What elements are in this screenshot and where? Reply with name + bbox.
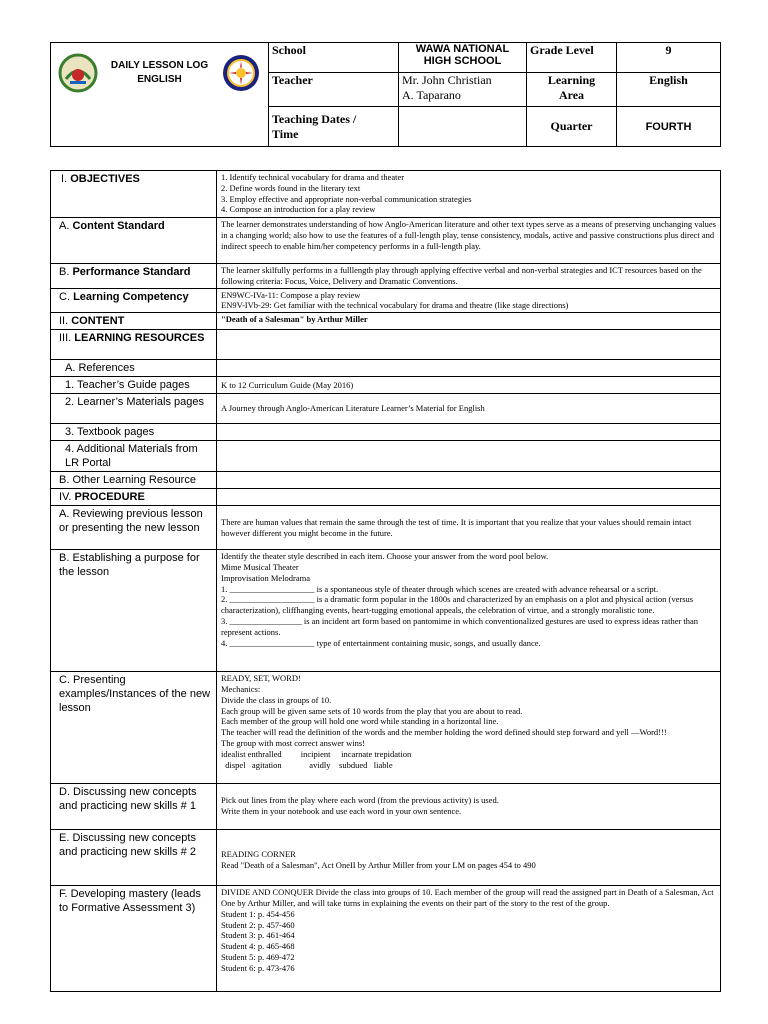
- teacher-value: Mr. John Christian A. Taparano: [399, 73, 527, 107]
- resources-row: [51, 330, 721, 360]
- textbook-value: [217, 424, 721, 441]
- additional-label: 4. Additional Materials from LR Portal: [51, 441, 217, 472]
- school-label: School: [269, 43, 399, 73]
- area-value: English: [617, 73, 721, 107]
- grade-value: 9: [617, 43, 721, 73]
- tg-label: 1. Teacher’s Guide pages: [51, 377, 217, 394]
- performance-standard-text: The learner skilfully performs in a fulllength play through applying effective verbal and non-verbal strategies and ICT resources based on the following criteria: Focus, Voice, Delivery and Dramatic Conventions.: [217, 264, 721, 289]
- content-text: "Death of a Salesman" by Arthur Miller: [217, 313, 721, 330]
- quarter-value: FOURTH: [617, 107, 721, 147]
- other-resource-row: [51, 472, 721, 489]
- deped-seal-icon: [221, 53, 261, 93]
- lm-label: 2. Learner’s Materials pages: [51, 394, 217, 424]
- resources-label: III. LEARNING RESOURCES: [51, 330, 217, 360]
- procedure-b-row: [51, 550, 721, 672]
- procedure-f-label: F. Developing mastery (leads to Formative Assessment 3): [51, 886, 217, 992]
- lesson-table: [50, 170, 721, 992]
- procedure-row: [51, 489, 721, 506]
- area-label: Learning Area: [527, 73, 617, 107]
- competency-row: [51, 288, 721, 313]
- competency-content: EN9WC-IVa-11: Compose a play review EN9V-IVb-29: Get familiar with the technical vocabulary for drama and theatre (like stage directions): [217, 288, 721, 313]
- other-resource-value: [217, 472, 721, 489]
- school-value: WAWA NATIONAL HIGH SCHOOL: [399, 43, 527, 73]
- procedure-d-content: Pick out lines from the play where each word (from the previous activity) is used. Write them in your notebook and use each word in your own sentence.: [217, 784, 721, 830]
- teacher-label: Teacher: [269, 73, 399, 107]
- content-standard-text: The learner demonstrates understanding of how Anglo-American literature and other text types serve as a means of preserving unchanging values in a changing world; also how to use the features of a full-length play, tense consistency, modals, active and passive constructions plus direct and indirect speech to enable him/her competency performs in a full-length play.: [217, 218, 721, 264]
- procedure-e-content: READING CORNER Read "Death of a Salesman", Act OneII by Arthur Miller from your LM on pages 454 to 490: [217, 830, 721, 886]
- references-row: [51, 360, 721, 377]
- textbook-row: [51, 424, 721, 441]
- procedure-a-label: A. Reviewing previous lesson or presenting the new lesson: [51, 506, 217, 550]
- references-label: A. References: [51, 360, 217, 377]
- content-standard-label: A. Content Standard: [51, 218, 217, 264]
- school-seal-icon: [58, 53, 98, 93]
- textbook-label: 3. Textbook pages: [51, 424, 217, 441]
- quarter-label: Quarter: [527, 107, 617, 147]
- procedure-d-label: D. Discussing new concepts and practicing new skills # 1: [51, 784, 217, 830]
- procedure-b-label: B. Establishing a purpose for the lesson: [51, 550, 217, 672]
- dates-label: Teaching Dates / Time: [269, 107, 399, 147]
- lm-row: [51, 394, 721, 424]
- procedure-c-row: [51, 672, 721, 784]
- procedure-e-label: E. Discussing new concepts and practicing new skills # 2: [51, 830, 217, 886]
- header-logo-cell: [51, 43, 269, 147]
- procedure-label: IV. PROCEDURE: [51, 489, 217, 506]
- additional-row: [51, 441, 721, 472]
- tg-row: [51, 377, 721, 394]
- content-label: II. CONTENT: [51, 313, 217, 330]
- procedure-b-content: Identify the theater style described in each item. Choose your answer from the word pool below. Mime Musical Theater Improvisation Melodrama 1. ____________________ is a spontaneous style of theater through which scenes are created with advance rehearsal or a script. 2. ____________________ is a dramatic form popular in the 1800s and characterized by an emphasis on a plot and physical action (versus characterization), cliffhanging events, heart-tugging emotional appeals, the celebration of virtue, and a strongly moralistic tone. 3. _________________ is an incident art form based on pantomime in which conventionalized gestures are used to express ideas rather than represent actions. 4. ____________________ type of entertainment containing music, songs, and usually dance.: [217, 550, 721, 672]
- performance-standard-row: [51, 264, 721, 289]
- grade-label: Grade Level: [527, 43, 617, 73]
- procedure-a-text: There are human values that remain the same through the test of time. It is important that you realize that your values should remain intact however different you might become in the future.: [217, 506, 721, 550]
- objectives-label: I. OBJECTIVES: [51, 171, 217, 218]
- lm-value: A Journey through Anglo-American Literature Learner’s Material for English: [217, 394, 721, 424]
- dates-value: [399, 107, 527, 147]
- objectives-row: [51, 171, 721, 218]
- log-title: DAILY LESSON LOG ENGLISH: [110, 60, 209, 85]
- procedure-d-row: [51, 784, 721, 830]
- performance-standard-label: B. Performance Standard: [51, 264, 217, 289]
- procedure-a-row: [51, 506, 721, 550]
- other-resource-label: B. Other Learning Resource: [51, 472, 217, 489]
- content-row: [51, 313, 721, 330]
- procedure-e-row: [51, 830, 721, 886]
- objectives-content: 1. Identify technical vocabulary for drama and theater 2. Define words found in the literary text 3. Employ effective and appropriate non-verbal communication strategies 4. Compose an introduction for a play review: [217, 171, 721, 218]
- procedure-f-content: DIVIDE AND CONQUER Divide the class into groups of 10. Each member of the group will read the assigned part in Death of a Salesman, Act One by Arthur Miller, and will take turns in explaining the events on their part of the story to the rest of the group. Student 1: p. 454-456 Student 2: p. 457-460 Student 3: p. 461-464 Student 4: p. 465-468 Student 5: p. 469-472 Student 6: p. 473-476: [217, 886, 721, 992]
- procedure-c-label: C. Presenting examples/Instances of the new lesson: [51, 672, 217, 784]
- content-standard-row: [51, 218, 721, 264]
- procedure-c-content: READY, SET, WORD! Mechanics: Divide the class in groups of 10. Each group will be given same sets of 10 words from the play that you are about to read. Each member of the group will hold one word while standing in a horizontal line. The teacher will read the definition of the words and the member holding the word defined should step forward and yell ―Word!!! The group with most correct answer wins! idealist enthralled incipient incarnate trepidation dispel agitation avidly subdued liable: [217, 672, 721, 784]
- header-table: [50, 42, 721, 147]
- competency-label: C. Learning Competency: [51, 288, 217, 313]
- tg-value: K to 12 Curriculum Guide (May 2016): [217, 377, 721, 394]
- procedure-f-row: [51, 886, 721, 992]
- additional-value: [217, 441, 721, 472]
